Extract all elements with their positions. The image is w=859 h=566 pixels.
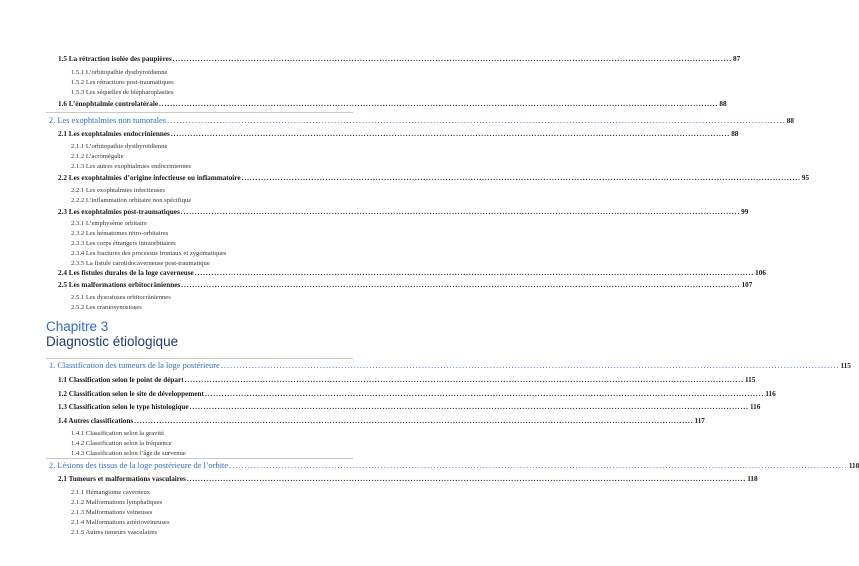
toc-entry-label: 2.3.1 L’emphysème orbitaire — [71, 220, 147, 227]
toc-page-number: 88 — [719, 100, 727, 108]
toc-entry-label: 2.1 Les exophtalmies endocriniennes — [58, 130, 170, 138]
toc-entry-label: 2.1.1 L’orbitopathie dysthyroïdienne — [71, 143, 168, 150]
toc-page-number: 106 — [755, 269, 766, 277]
toc-subentry[interactable] — [71, 80, 353, 87]
toc-entry-label: 1.2 Classification selon le site de développement — [58, 390, 204, 398]
toc-subentry[interactable] — [71, 231, 353, 238]
toc-page-number: 116 — [765, 390, 776, 398]
toc-leader-dots: ........................................................................................................................................................................................................ — [172, 55, 733, 63]
toc-entry-label: 1.5.1 L’orbitopathie dysthyroïdienne — [71, 69, 168, 76]
toc-subentry[interactable] — [71, 241, 353, 248]
chapter-title: Diagnostic étiologique — [46, 334, 179, 349]
toc-section-entry[interactable] — [58, 55, 741, 63]
toc-entry-label: 1.4.2 Classification selon la fréquence — [71, 440, 172, 447]
toc-entry-label: 2.1.2 Malformations lymphatiques — [71, 499, 163, 506]
toc-subentry[interactable] — [71, 431, 353, 438]
toc-subentry[interactable] — [71, 451, 353, 458]
toc-page-number: 99 — [741, 208, 749, 216]
toc-subentry[interactable] — [71, 261, 353, 268]
toc-page-number: 95 — [801, 174, 810, 182]
toc-leader-dots: ........................................................................................................................................................................................................ — [159, 100, 719, 108]
toc-entry-label: 2.5.2 Les craniosynostoses — [71, 304, 142, 311]
toc-page-number: 88 — [731, 130, 739, 138]
toc-entry-label: 2.2.1 Les exophtalmies infectieuses — [71, 187, 165, 194]
section-divider — [46, 458, 353, 459]
toc-entry-label: 2.1.3 Malformations veineuses — [71, 509, 153, 516]
toc-subentry[interactable] — [71, 70, 353, 77]
toc-page-number: 118 — [747, 475, 758, 483]
toc-page-number: 115 — [744, 376, 756, 384]
toc-subentry[interactable] — [71, 530, 353, 537]
toc-subentry[interactable] — [71, 144, 353, 151]
toc-page-number: 87 — [733, 55, 741, 63]
toc-page-number: 118 — [848, 462, 859, 470]
toc-subentry[interactable] — [71, 520, 353, 527]
toc-section-entry[interactable] — [58, 100, 727, 108]
toc-page-number: 117 — [694, 417, 705, 425]
toc-entry-label: 1.5.3 Les séquelles de blépharoplasties — [71, 89, 174, 96]
toc-entry-label: 2.1 Tumeurs et malformations vasculaires — [58, 475, 186, 483]
toc-leader-dots: ........................................................................................................................................................................................................ — [184, 376, 744, 384]
toc-leader-dots: ........................................................................................................................................................................................................ — [181, 281, 741, 289]
toc-subentry[interactable] — [71, 295, 353, 302]
toc-entry-label: 1.6 L’énophtalmie controlatérale — [58, 100, 159, 108]
toc-entry-label: 2.2.2 L’inflammation orbitaire non spécifique — [71, 197, 192, 204]
toc-entry-label: 1.1 Classification selon le point de départ — [58, 376, 184, 384]
toc-entry-label: 2.1.2 L’acromégalie — [71, 153, 124, 160]
toc-entry-label: 1.4.1 Classification selon la gravité — [71, 430, 165, 437]
toc-subentry[interactable] — [71, 251, 353, 258]
toc-entry-label: 1.5.2 Les rétractions post-traumatiques — [71, 79, 174, 86]
toc-entry-label: 2. Les exophtalmies non tumorales — [49, 116, 166, 125]
toc-entry-label: 2.2 Les exophtalmies d’origine infectieuse ou inflammatoire — [58, 174, 241, 182]
toc-section-entry[interactable] — [58, 475, 758, 483]
toc-leader-dots: ........................................................................................................................................................................................................ — [180, 208, 741, 216]
toc-entry-label: 2.3.4 Les fractures des processus frontaux et zygomatiques — [71, 250, 227, 257]
toc-entry-label: 2.3.2 Les hématomes rétro-orbitaires — [71, 230, 169, 237]
toc-entry-label: 1. Classification des tumeurs de la loge postérieure — [49, 361, 220, 370]
toc-subentry[interactable] — [71, 510, 353, 517]
toc-entry-label: 2.1.3 Les autres exophtalmies endocriniennes — [71, 163, 192, 170]
toc-section-entry[interactable] — [58, 281, 753, 289]
toc-section-entry[interactable] — [58, 269, 766, 277]
toc-entry-label: 1.4 Autres classifications — [58, 417, 134, 425]
toc-section-entry[interactable] — [58, 403, 761, 411]
toc-leader-dots: ........................................................................................................................................................................................................ — [167, 116, 786, 125]
toc-part-heading[interactable] — [49, 461, 859, 470]
toc-part-heading[interactable] — [49, 361, 851, 370]
toc-leader-dots: ........................................................................................................................................................................................................ — [189, 403, 749, 411]
toc-part-heading[interactable] — [49, 116, 794, 125]
toc-entry-label: 1.3 Classification selon le type histologique — [58, 403, 189, 411]
section-divider — [46, 358, 353, 359]
toc-leader-dots: ........................................................................................................................................................................................................ — [186, 475, 747, 483]
toc-page-number: 88 — [786, 117, 794, 125]
toc-subentry[interactable] — [71, 221, 353, 228]
toc-entry-label: 2.3.3 Les corps étrangers intraorbitaires — [71, 240, 176, 247]
toc-subentry[interactable] — [71, 305, 353, 312]
toc-leader-dots: ........................................................................................................................................................................................................ — [241, 174, 801, 182]
toc-entry-label: 2.4 Les fistules durales de la loge caverneuse — [58, 269, 194, 277]
toc-page-number: 107 — [741, 281, 753, 289]
toc-leader-dots: ........................................................................................................................................................................................................ — [170, 130, 731, 138]
toc-entry-label: 2.1.4 Malformations artérioveineuses — [71, 519, 170, 526]
toc-section-entry[interactable] — [58, 208, 749, 216]
toc-leader-dots: ........................................................................................................................................................................................................ — [204, 390, 765, 398]
toc-leader-dots: ........................................................................................................................................................................................................ — [194, 269, 755, 277]
toc-subentry[interactable] — [71, 198, 353, 205]
toc-subentry[interactable] — [71, 154, 353, 161]
toc-subentry[interactable] — [71, 90, 353, 97]
toc-entry-label: 2.3 Les exophtalmies post-traumatiques — [58, 208, 180, 216]
toc-subentry[interactable] — [71, 490, 353, 497]
toc-entry-label: 2.1.5 Autres tumeurs vasculaires — [71, 529, 157, 536]
toc-subentry[interactable] — [71, 500, 353, 507]
toc-leader-dots: ........................................................................................................................................................................................................ — [220, 361, 840, 370]
toc-leader-dots: ........................................................................................................................................................................................................ — [229, 461, 848, 470]
toc-entry-label: 1.4.3 Classification selon l’âge de survenue — [71, 450, 186, 457]
chapter-number: Chapitre 3 — [46, 319, 109, 334]
toc-entry-label: 2. Lésions des tissus de la loge postérieure de l’orbite — [49, 461, 229, 470]
section-divider — [46, 112, 353, 113]
toc-section-entry[interactable] — [58, 376, 756, 384]
toc-entry-label: 2.5.1 Les dysostoses orbitocrâniennes — [71, 294, 171, 301]
toc-page-number: 116 — [749, 403, 761, 411]
toc-section-entry[interactable] — [58, 130, 739, 138]
toc-entry-label: 2.5 Les malformations orbitocrâniennes — [58, 281, 181, 289]
toc-subentry[interactable] — [71, 188, 353, 195]
toc-section-entry[interactable] — [58, 390, 776, 398]
toc-entry-label: 2.1.1 Hémangiome caverneux — [71, 489, 151, 496]
toc-section-entry[interactable] — [58, 174, 810, 182]
toc-entry-label: 2.3.5 La fistule carotidocaverneuse post-traumatique — [71, 260, 210, 267]
toc-section-entry[interactable] — [58, 417, 705, 425]
toc-subentry[interactable] — [71, 441, 353, 448]
toc-subentry[interactable] — [71, 164, 353, 171]
toc-leader-dots: ........................................................................................................................................................................................................ — [134, 417, 694, 425]
toc-page-number: 115 — [840, 362, 851, 370]
toc-entry-label: 1.5 La rétraction isolée des paupières — [58, 55, 172, 63]
